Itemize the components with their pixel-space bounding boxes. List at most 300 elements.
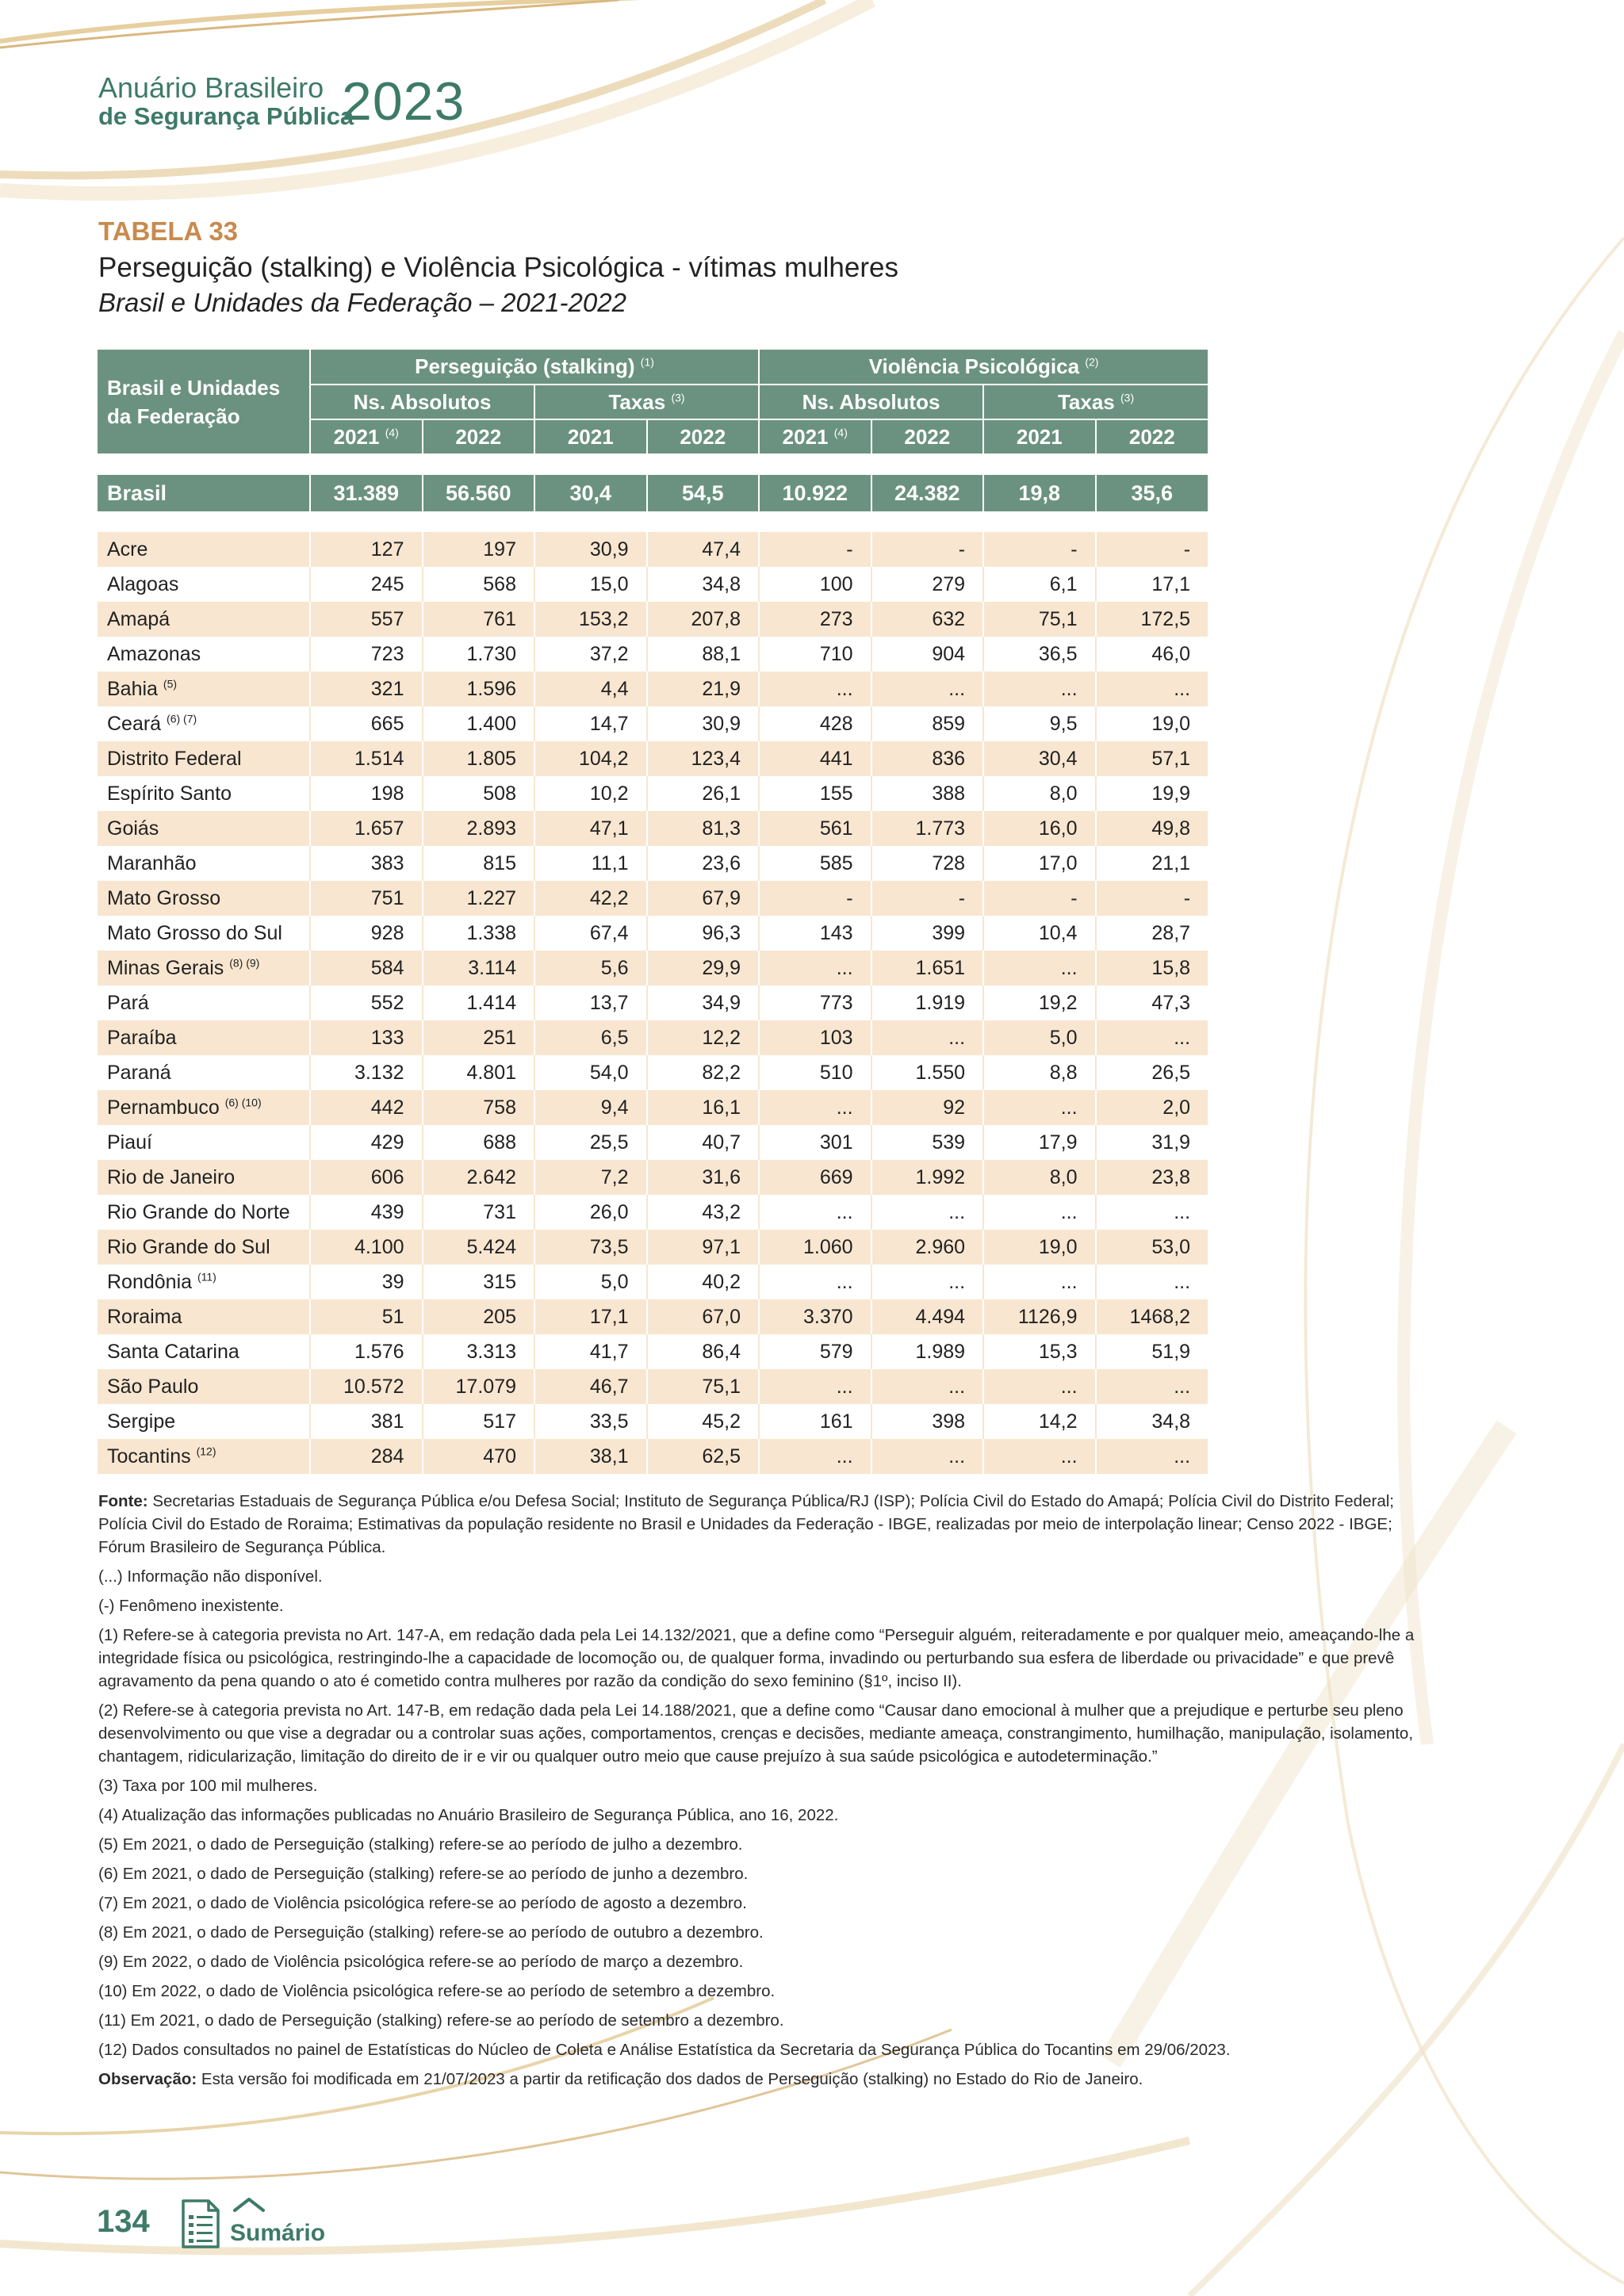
table-cell: 11,1	[534, 846, 647, 881]
row-name: Rio Grande do Sul	[98, 1230, 310, 1265]
table-cell: 17,9	[983, 1125, 1096, 1160]
table-cell: 1.227	[423, 881, 535, 916]
row-name: Amapá	[98, 602, 310, 637]
table-cell: 19,0	[983, 1230, 1096, 1265]
table-cell: 15,0	[534, 567, 647, 602]
table-cell: 2.893	[423, 811, 535, 846]
row-name: Acre	[98, 532, 310, 567]
footnote: (12) Dados consultados no painel de Estatísticas do Núcleo de Coleta e Análise Estatística da Secretaria da Segurança Pública do Tocantins em 29/06/2023.	[98, 2041, 1231, 2059]
table-cell: -	[983, 881, 1096, 916]
table-cell: ...	[871, 672, 984, 706]
table-cell: 17.079	[423, 1369, 535, 1404]
table-cell: 34,8	[1096, 1404, 1208, 1439]
table-cell: 73,5	[534, 1230, 647, 1265]
table-subtitle: Brasil e Unidades da Federação – 2021-2022	[98, 288, 626, 317]
table-cell: 153,2	[534, 602, 647, 637]
table-cell: 161	[759, 1404, 871, 1439]
brand-name-line2: de Segurança Pública	[98, 102, 354, 130]
row-name: Goiás	[98, 811, 310, 846]
table-cell: 97,1	[647, 1230, 760, 1265]
table-cell: ...	[871, 1439, 984, 1474]
table-cell: 557	[310, 602, 423, 637]
table-cell: 428	[759, 706, 871, 741]
table-cell: 67,0	[647, 1299, 760, 1334]
table-cell: 28,7	[1096, 916, 1208, 951]
row-name: Roraima	[98, 1299, 310, 1334]
table-cell: 5,0	[534, 1265, 647, 1299]
table-row	[98, 532, 1208, 567]
table-cell: 40,7	[647, 1125, 760, 1160]
table-cell: 4.100	[310, 1230, 423, 1265]
table-row	[98, 1439, 1208, 1474]
table-cell: 31,9	[1096, 1125, 1208, 1160]
table-cell: ...	[759, 1369, 871, 1404]
table-cell: 284	[310, 1439, 423, 1474]
table-cell: 17,1	[534, 1299, 647, 1334]
table-cell: ...	[1096, 1369, 1208, 1404]
table-row	[98, 1265, 1208, 1299]
row-name: Paraná	[98, 1055, 310, 1090]
footnote: (...) Informação não disponível.	[98, 1567, 323, 1586]
table-cell: 19,9	[1096, 776, 1208, 811]
table-notes	[98, 1490, 1415, 2097]
table-cell: 1.576	[310, 1334, 423, 1369]
table-cell: 552	[310, 985, 423, 1020]
footnote-list	[98, 1565, 1415, 2061]
table-cell: ...	[1096, 1195, 1208, 1230]
subheader-taxas-2: Taxas $^{(3)}$	[983, 385, 1208, 419]
row-name: Ceará $^{(6) (7)}$	[98, 706, 310, 741]
table-cell: 439	[310, 1195, 423, 1230]
group-header-perseguicao: Perseguição (stalking) $^{(1)}$	[310, 350, 759, 385]
table-cell: 508	[423, 776, 535, 811]
table-cell: ...	[871, 1369, 984, 1404]
table-cell: 26,1	[647, 776, 760, 811]
table-cell: ...	[983, 1439, 1096, 1474]
row-name: Amazonas	[98, 637, 310, 672]
table-cell: 1.773	[871, 811, 984, 846]
table-cell: 773	[759, 985, 871, 1020]
table-cell: 207,8	[647, 602, 760, 637]
subheader-taxas-1: Taxas $^{(3)}$	[534, 385, 759, 419]
table-cell: 30,4	[534, 475, 647, 511]
brand-year: 2023	[342, 71, 465, 132]
table-cell: 34,9	[647, 985, 760, 1020]
table-cell: 67,9	[647, 881, 760, 916]
table-cell: 429	[310, 1125, 423, 1160]
row-name: Pará	[98, 985, 310, 1020]
row-name: Bahia $^{(5)}$	[98, 672, 310, 706]
table-cell: ...	[1096, 1265, 1208, 1299]
table-cell: 758	[423, 1090, 535, 1125]
table-cell: 723	[310, 637, 423, 672]
document-list-icon[interactable]	[180, 2198, 221, 2250]
table-cell: 2,0	[1096, 1090, 1208, 1125]
year-header: 2021 $^{(4)}$	[310, 419, 423, 454]
table-cell: 14,2	[983, 1404, 1096, 1439]
table-cell: 1.651	[871, 951, 984, 985]
table-cell: 47,4	[647, 532, 760, 567]
table-cell: 26,5	[1096, 1055, 1208, 1090]
table-cell: 517	[423, 1404, 535, 1439]
table-cell: 123,4	[647, 741, 760, 776]
table-cell: 75,1	[647, 1369, 760, 1404]
subheader-absolutos-2: Ns. Absolutos	[759, 385, 983, 419]
table-cell: 21,1	[1096, 846, 1208, 881]
table-row	[98, 1125, 1208, 1160]
table-cell: 37,2	[534, 637, 647, 672]
table-cell: 9,4	[534, 1090, 647, 1125]
row-name: São Paulo	[98, 1369, 310, 1404]
table-cell: 568	[423, 567, 535, 602]
table-cell: 54,0	[534, 1055, 647, 1090]
table-row	[98, 706, 1208, 741]
table-cell: ...	[1096, 672, 1208, 706]
table-cell: 4.801	[423, 1055, 535, 1090]
row-name: Distrito Federal	[98, 741, 310, 776]
table-cell: 155	[759, 776, 871, 811]
footnote: (9) Em 2022, o dado de Violência psicológica refere-se ao período de março a dezembro.	[98, 1953, 744, 1971]
table-cell: 40,2	[647, 1265, 760, 1299]
table-cell: 442	[310, 1090, 423, 1125]
table-cell: 197	[423, 532, 535, 567]
row-name: Espírito Santo	[98, 776, 310, 811]
table-cell: 21,9	[647, 672, 760, 706]
table-cell: 104,2	[534, 741, 647, 776]
table-cell: 539	[871, 1125, 984, 1160]
group-header-violencia: Violência Psicológica $^{(2)}$	[759, 350, 1208, 385]
table-cell: 14,7	[534, 706, 647, 741]
table-cell: 19,8	[983, 475, 1096, 511]
table-cell: 30,4	[983, 741, 1096, 776]
table-cell: -	[871, 532, 984, 567]
table-cell: 273	[759, 602, 871, 637]
table-cell: -	[983, 532, 1096, 567]
table-cell: ...	[759, 1090, 871, 1125]
table-row	[98, 1160, 1208, 1195]
table-cell: 751	[310, 881, 423, 916]
table-cell: 904	[871, 637, 984, 672]
row-name: Piauí	[98, 1125, 310, 1160]
table-cell: 17,1	[1096, 567, 1208, 602]
table-cell: 1.414	[423, 985, 535, 1020]
table-cell: 381	[310, 1404, 423, 1439]
table-cell: 279	[871, 567, 984, 602]
table-cell: 584	[310, 951, 423, 985]
observation-note: Observação: Esta versão foi modificada em 21/07/2023 a partir da retificação dos dados de Perseguição (stalking) no Estado do Rio de Janeiro.	[98, 2070, 1143, 2088]
table-cell: 398	[871, 1404, 984, 1439]
year-header: 2022	[1096, 419, 1208, 454]
row-name: Rondônia $^{(11)}$	[98, 1265, 310, 1299]
table-cell: 399	[871, 916, 984, 951]
table-row	[98, 741, 1208, 776]
table-row	[98, 1334, 1208, 1369]
table-cell: 8,0	[983, 1160, 1096, 1195]
table-cell: 45,2	[647, 1404, 760, 1439]
table-cell: 4.494	[871, 1299, 984, 1334]
table-cell: ...	[983, 672, 1096, 706]
table-cell: 16,0	[983, 811, 1096, 846]
table-cell: 321	[310, 672, 423, 706]
table-cell: 606	[310, 1160, 423, 1195]
row-name: Alagoas	[98, 567, 310, 602]
table-cell: 205	[423, 1299, 535, 1334]
table-cell: 30,9	[534, 532, 647, 567]
table-cell: 198	[310, 776, 423, 811]
footnote: (10) Em 2022, o dado de Violência psicológica refere-se ao período de setembro a dezembro.	[98, 1982, 776, 2000]
table-cell: 315	[423, 1265, 535, 1299]
table-cell: 82,2	[647, 1055, 760, 1090]
row-name: Tocantins $^{(12)}$	[98, 1439, 310, 1474]
table-cell: 5.424	[423, 1230, 535, 1265]
publication-brand	[98, 71, 465, 132]
stub-header: Brasil e Unidades da Federação	[98, 350, 310, 454]
table-row	[98, 1055, 1208, 1090]
table-cell: 143	[759, 916, 871, 951]
table-cell: 33,5	[534, 1404, 647, 1439]
national-total	[98, 454, 1208, 532]
table-row	[98, 776, 1208, 811]
table-cell: 8,8	[983, 1055, 1096, 1090]
table-cell: 100	[759, 567, 871, 602]
table-cell: ...	[759, 672, 871, 706]
table-cell: 38,1	[534, 1439, 647, 1474]
table-cell: ...	[759, 1265, 871, 1299]
footnote: (-) Fenômeno inexistente.	[98, 1597, 284, 1615]
table-cell: 1.730	[423, 637, 535, 672]
table-cell: 43,2	[647, 1195, 760, 1230]
row-name: Minas Gerais $^{(8) (9)}$	[98, 951, 310, 985]
table-cell: 10.572	[310, 1369, 423, 1404]
table-cell: 51	[310, 1299, 423, 1334]
table-cell: 81,3	[647, 811, 760, 846]
row-name: Paraíba	[98, 1020, 310, 1055]
table-cell: 388	[871, 776, 984, 811]
table-cell: 67,4	[534, 916, 647, 951]
table-cell: 632	[871, 602, 984, 637]
table-cell: 10,2	[534, 776, 647, 811]
table-cell: 35,6	[1096, 475, 1208, 511]
table-cell: 1126,9	[983, 1299, 1096, 1334]
table-cell: 31,6	[647, 1160, 760, 1195]
table-title: Perseguição (stalking) e Violência Psicológica - vítimas mulheres	[98, 252, 898, 283]
table-cell: 54,5	[647, 475, 760, 511]
table-cell: 10.922	[759, 475, 871, 511]
table-cell: 57,1	[1096, 741, 1208, 776]
table-cell: 4,4	[534, 672, 647, 706]
table-cell: 15,8	[1096, 951, 1208, 985]
table-number-label: TABELA 33	[98, 216, 239, 246]
table-cell: 26,0	[534, 1195, 647, 1230]
table-cell: 510	[759, 1055, 871, 1090]
table-cell: ...	[759, 951, 871, 985]
table-cell: 585	[759, 846, 871, 881]
table-cell: 29,9	[647, 951, 760, 985]
table-cell: 301	[759, 1125, 871, 1160]
table-cell: 1.657	[310, 811, 423, 846]
table-cell: 5,6	[534, 951, 647, 985]
table-cell: ...	[1096, 1439, 1208, 1474]
table-cell: 3.370	[759, 1299, 871, 1334]
table-header	[98, 350, 1208, 454]
year-header: 2022	[647, 419, 760, 454]
table-cell: 1.989	[871, 1334, 984, 1369]
table-cell: 34,8	[647, 567, 760, 602]
table-cell: 30,9	[647, 706, 760, 741]
subheader-absolutos-1: Ns. Absolutos	[310, 385, 534, 419]
table-cell: 42,2	[534, 881, 647, 916]
table-row	[98, 1195, 1208, 1230]
table-cell: 1.060	[759, 1230, 871, 1265]
table-cell: 6,1	[983, 567, 1096, 602]
table-cell: 1.805	[423, 741, 535, 776]
footnote: (6) Em 2021, o dado de Perseguição (stalking) refere-se ao período de junho a dezembro.	[98, 1865, 749, 1883]
table-cell: 9,5	[983, 706, 1096, 741]
footnote: (4) Atualização das informações publicadas no Anuário Brasileiro de Segurança Pública, ano 16, 2022.	[98, 1806, 839, 1824]
table-cell: 5,0	[983, 1020, 1096, 1055]
table-cell: 19,2	[983, 985, 1096, 1020]
table-row	[98, 1369, 1208, 1404]
table-cell: 75,1	[983, 602, 1096, 637]
table-row	[98, 1404, 1208, 1439]
source-note: Fonte: Secretarias Estaduais de Segurança Pública e/ou Defesa Social; Instituto de Segurança Pública/RJ (ISP); Polícia Civil do Estado do Amapá; Polícia Civil do Distrito Federal; Polícia Civil do Estado de Roraima; Estimativas da população residente no Brasil e Unidades da Federação - IBGE, realizadas por meio de interpolação linear; Censo 2022 - IBGE; Fórum Brasileiro de Segurança Pública.	[98, 1492, 1394, 1556]
row-name: Rio Grande do Norte	[98, 1195, 310, 1230]
table-cell: ...	[983, 1369, 1096, 1404]
table-cell: 10,4	[983, 916, 1096, 951]
table-cell: ...	[983, 1265, 1096, 1299]
table-cell: 47,3	[1096, 985, 1208, 1020]
table-cell: 41,7	[534, 1334, 647, 1369]
table-cell: 92	[871, 1090, 984, 1125]
table-cell: 1.400	[423, 706, 535, 741]
table-cell: 49,8	[1096, 811, 1208, 846]
table-cell: -	[759, 532, 871, 567]
table-cell: 836	[871, 741, 984, 776]
table-cell: 15,3	[983, 1334, 1096, 1369]
table-cell: 1.919	[871, 985, 984, 1020]
table-row	[98, 811, 1208, 846]
table-cell: 1.550	[871, 1055, 984, 1090]
row-name: Rio de Janeiro	[98, 1160, 310, 1195]
footnote: (11) Em 2021, o dado de Perseguição (stalking) refere-se ao período de setembro a dezembro.	[98, 2011, 784, 2030]
table-cell: 2.642	[423, 1160, 535, 1195]
table-cell: 86,4	[647, 1334, 760, 1369]
table-cell: 96,3	[647, 916, 760, 951]
footnote: (1) Refere-se à categoria prevista no Art. 147-A, em redação dada pela Lei 14.132/2021, que a define como “Perseguir alguém, reiteradamente e por qualquer meio, ameaçando-lhe a integridade física ou psicológica, restringindo-lhe a capacidade de locomoção ou, de qualquer forma, invadindo ou perturbando sua esfera de liberdade ou privacidade” e que prevê agravamento da pena quando o ato é cometido contra mulheres por razão da condição do sexo feminino (§1º, inciso II).	[98, 1626, 1415, 1690]
table-cell: 23,6	[647, 846, 760, 881]
year-header: 2021	[983, 419, 1096, 454]
footnote: (7) Em 2021, o dado de Violência psicológica refere-se ao período de agosto a dezembro.	[98, 1894, 747, 1912]
table-cell: 12,2	[647, 1020, 760, 1055]
table-cell: ...	[983, 1090, 1096, 1125]
table-cell: 2.960	[871, 1230, 984, 1265]
row-name: Pernambuco $^{(6) (10)}$	[98, 1090, 310, 1125]
table-cell: 46,0	[1096, 637, 1208, 672]
table-cell: 815	[423, 846, 535, 881]
table-cell: 728	[871, 846, 984, 881]
chevron-up-icon[interactable]	[232, 2196, 266, 2214]
table-cell: 3.313	[423, 1334, 535, 1369]
table-row	[98, 1090, 1208, 1125]
year-header: 2021	[534, 419, 647, 454]
row-name: Santa Catarina	[98, 1334, 310, 1369]
table-cell: 88,1	[647, 637, 760, 672]
summary-link[interactable]: Sumário	[230, 2220, 326, 2246]
stalking-violence-table	[98, 350, 1208, 1474]
table-cell: 16,1	[647, 1090, 760, 1125]
table-cell: 47,1	[534, 811, 647, 846]
year-header: 2022	[423, 419, 535, 454]
state-rows	[98, 532, 1208, 1474]
table-row	[98, 672, 1208, 706]
table-cell: 17,0	[983, 846, 1096, 881]
table-cell: 23,8	[1096, 1160, 1208, 1195]
table-cell: 579	[759, 1334, 871, 1369]
footnote: (8) Em 2021, o dado de Perseguição (stalking) refere-se ao período de outubro a dezembro.	[98, 1923, 764, 1942]
table-cell: 172,5	[1096, 602, 1208, 637]
table-cell: 13,7	[534, 985, 647, 1020]
table-cell: 36,5	[983, 637, 1096, 672]
table-row	[98, 916, 1208, 951]
table-cell: 51,9	[1096, 1334, 1208, 1369]
table-cell: 1468,2	[1096, 1299, 1208, 1334]
table-row	[98, 846, 1208, 881]
table-cell: ...	[983, 1195, 1096, 1230]
table-cell: 3.114	[423, 951, 535, 985]
row-name: Sergipe	[98, 1404, 310, 1439]
row-name: Brasil	[98, 475, 310, 511]
table-cell: ...	[871, 1195, 984, 1230]
footnote: (5) Em 2021, o dado de Perseguição (stalking) refere-se ao período de julho a dezembro.	[98, 1835, 743, 1854]
table-cell: 56.560	[423, 475, 535, 511]
table-cell: ...	[759, 1439, 871, 1474]
table-row	[98, 1020, 1208, 1055]
brand-name-line1: Anuário Brasileiro	[98, 71, 324, 104]
table-row	[98, 567, 1208, 602]
table-cell: ...	[759, 1195, 871, 1230]
table-cell: 39	[310, 1265, 423, 1299]
row-name: Mato Grosso do Sul	[98, 916, 310, 951]
table-cell: 245	[310, 567, 423, 602]
page-number: 134	[97, 2204, 150, 2239]
table-cell: 665	[310, 706, 423, 741]
year-header: 2022	[871, 419, 984, 454]
table-cell: ...	[1096, 1020, 1208, 1055]
table-cell: 133	[310, 1020, 423, 1055]
table-cell: 25,5	[534, 1125, 647, 1160]
table-cell: ...	[871, 1020, 984, 1055]
table-cell: 928	[310, 916, 423, 951]
table-cell: 251	[423, 1020, 535, 1055]
table-row	[98, 881, 1208, 916]
table-cell: -	[1096, 881, 1208, 916]
table-cell: 1.338	[423, 916, 535, 951]
table-cell: 669	[759, 1160, 871, 1195]
table-row	[98, 637, 1208, 672]
table-cell: -	[1096, 532, 1208, 567]
brasil-row	[98, 475, 1208, 511]
table-cell: 441	[759, 741, 871, 776]
table-cell: 1.514	[310, 741, 423, 776]
row-name: Maranhão	[98, 846, 310, 881]
table-cell: ...	[871, 1265, 984, 1299]
table-cell: 31.389	[310, 475, 423, 511]
table-cell: 8,0	[983, 776, 1096, 811]
table-cell: 731	[423, 1195, 535, 1230]
table-cell: ...	[983, 951, 1096, 985]
table-cell: 859	[871, 706, 984, 741]
table-row	[98, 1230, 1208, 1265]
